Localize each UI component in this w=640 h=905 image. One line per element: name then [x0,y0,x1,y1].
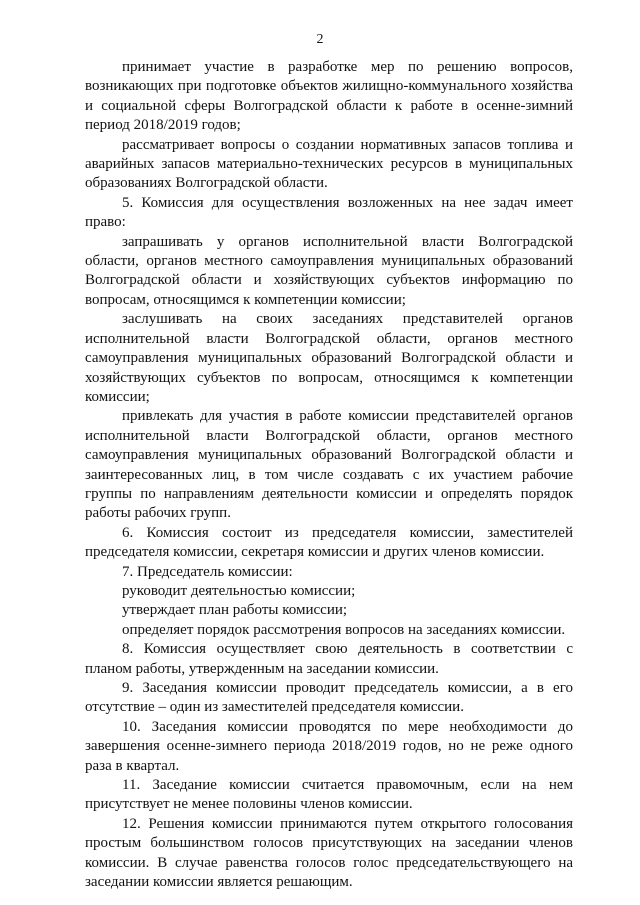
paragraph-section-5-rights: 5. Комиссия для осуществления возложенных на нее задач имеет право: [85,194,573,231]
paragraph-section-6-composition: 6. Комиссия состоит из председателя комиссии, заместителей председателя комиссии, секретаря комиссии и других членов комиссии. [85,524,573,561]
paragraph-section-8-work-plan: 8. Комиссия осуществляет свою деятельность в соответствии с планом работы, утвержденным на заседании комиссии. [85,641,573,677]
paragraph-request-information: запрашивать у органов исполнительной власти Волгоградской области, органов местного самоуправления муниципальных образований Волгоградской области и хозяйствующих субъектов информацию по вопросам, относящимся к компетенции комиссии; [85,233,573,308]
paragraph-manages-activity: руководит деятельностью комиссии; [122,582,356,599]
paragraph-involve-representatives: привлекать для участия в работе комиссии представителей органов исполнительной власти Волгоградской области, органов местного самоуправления муниципальных образований Волгоградской области и заинтересованных лиц, в том числе создавать с их участием рабочие группы по направлениям деятельности комиссии и определять порядок работы рабочих групп. [85,408,573,522]
document-body [85,58,573,892]
paragraph-section-10-meeting-frequency: 10. Заседания комиссии проводятся по мере необходимости до завершения осенне-зимнего периода 2018/2019 годов, но не реже одного раза в квартал. [85,718,573,774]
paragraph-hear-representatives: заслушивать на своих заседаниях представителей органов исполнительной власти Волгоградской области, органов местного самоуправления муниципальных образований Волгоградской области и хозяйствующих субъектов по вопросам, относящимся к компетенции комиссии; [85,311,573,405]
paragraph-participation-measures: принимает участие в разработке мер по решению вопросов, возникающих при подготовке объектов жилищно-коммунального хозяйства и социальной сферы Волгоградской области к работе в осенне-зимний период 2018/2019 годов; [85,59,573,134]
paragraph-section-12-decisions: 12. Решения комиссии принимаются путем открытого голосования простым большинством голосов присутствующих на заседании членов комиссии. В случае равенства голосов голос председательствующего на заседании комиссии является решающим. [85,815,573,891]
paragraph-section-11-quorum: 11. Заседание комиссии считается правомочным, если на нем присутствует не менее половины членов комиссии. [85,777,573,813]
paragraph-section-9-meetings-lead: 9. Заседания комиссии проводит председатель комиссии, а в его отсутствие – один из заместителей председателя комиссии. [85,680,573,716]
paragraph-defines-procedure: определяет порядок рассмотрения вопросов на заседаниях комиссии. [122,621,566,638]
paragraph-fuel-reserves: рассматривает вопросы о создании нормативных запасов топлива и аварийных запасов материально-технических ресурсов в муниципальных образованиях Волгоградской области. [85,136,573,192]
paragraph-section-7-chairman: 7. Председатель комиссии: [122,563,293,580]
page-number: 2 [316,32,324,47]
paragraph-approves-plan: утверждает план работы комиссии; [122,602,348,619]
